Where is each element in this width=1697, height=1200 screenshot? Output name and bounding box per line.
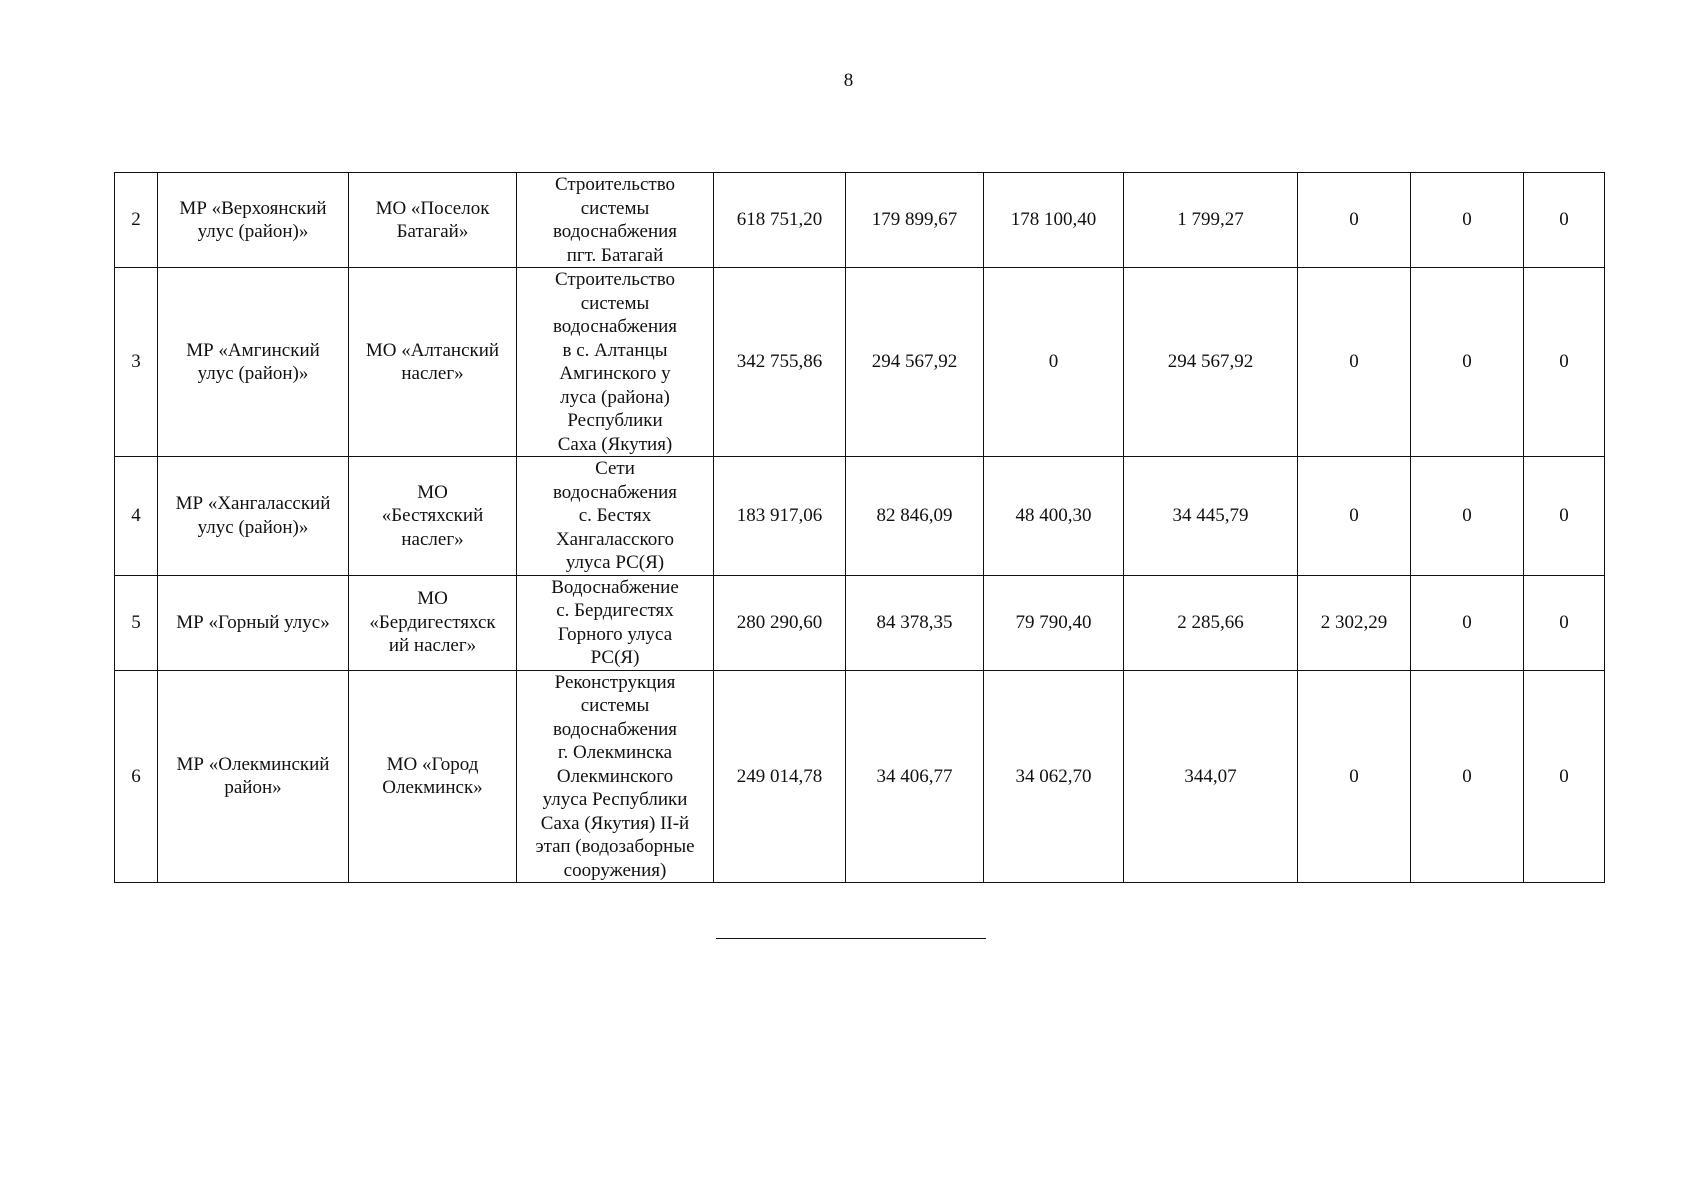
- district-cell: МР «Хангаласский улус (район)»: [158, 457, 349, 576]
- value-cell: 0: [1298, 457, 1411, 576]
- row-number: 2: [115, 173, 158, 268]
- value-cell: 0: [1298, 670, 1411, 883]
- value-cell: 34 406,77: [846, 670, 984, 883]
- value-cell: 280 290,60: [714, 575, 846, 670]
- value-cell: 294 567,92: [846, 268, 984, 457]
- table-row: [115, 173, 1605, 268]
- value-cell: 0: [1411, 173, 1524, 268]
- value-cell: 0: [1524, 457, 1605, 576]
- project-cell: Строительство системы водоснабжения пгт. Батагай: [517, 173, 714, 268]
- value-cell: 2 302,29: [1298, 575, 1411, 670]
- value-cell: 178 100,40: [984, 173, 1124, 268]
- municipality-cell: МО «Бердигестяхск ий наслег»: [349, 575, 517, 670]
- district-cell: МР «Горный улус»: [158, 575, 349, 670]
- table-row: [115, 670, 1605, 883]
- municipality-cell: МО «Поселок Батагай»: [349, 173, 517, 268]
- value-cell: 34 445,79: [1124, 457, 1298, 576]
- value-cell: 0: [1411, 457, 1524, 576]
- value-cell: 342 755,86: [714, 268, 846, 457]
- value-cell: 0: [1411, 268, 1524, 457]
- municipality-cell: МО «Алтанский наслег»: [349, 268, 517, 457]
- value-cell: 0: [1411, 575, 1524, 670]
- value-cell: 48 400,30: [984, 457, 1124, 576]
- value-cell: 34 062,70: [984, 670, 1124, 883]
- district-cell: МР «Амгинский улус (район)»: [158, 268, 349, 457]
- value-cell: 249 014,78: [714, 670, 846, 883]
- value-cell: 0: [1524, 268, 1605, 457]
- value-cell: 0: [1298, 173, 1411, 268]
- value-cell: 0: [1411, 670, 1524, 883]
- value-cell: 79 790,40: [984, 575, 1124, 670]
- value-cell: 618 751,20: [714, 173, 846, 268]
- value-cell: 84 378,35: [846, 575, 984, 670]
- value-cell: 344,07: [1124, 670, 1298, 883]
- table-row: [115, 457, 1605, 576]
- value-cell: 294 567,92: [1124, 268, 1298, 457]
- row-number: 5: [115, 575, 158, 670]
- financing-table: [114, 172, 1605, 883]
- value-cell: 82 846,09: [846, 457, 984, 576]
- project-cell: Сети водоснабжения с. Бестях Хангаласского улуса РС(Я): [517, 457, 714, 576]
- row-number: 4: [115, 457, 158, 576]
- value-cell: 179 899,67: [846, 173, 984, 268]
- table-row: [115, 268, 1605, 457]
- value-cell: 0: [1524, 173, 1605, 268]
- row-number: 3: [115, 268, 158, 457]
- district-cell: МР «Олекминский район»: [158, 670, 349, 883]
- municipality-cell: МО «Бестяхский наслег»: [349, 457, 517, 576]
- value-cell: 183 917,06: [714, 457, 846, 576]
- value-cell: 0: [1524, 670, 1605, 883]
- value-cell: 1 799,27: [1124, 173, 1298, 268]
- municipality-cell: МО «Город Олекминск»: [349, 670, 517, 883]
- project-cell: Водоснабжение с. Бердигестях Горного улуса РС(Я): [517, 575, 714, 670]
- value-cell: 0: [984, 268, 1124, 457]
- row-number: 6: [115, 670, 158, 883]
- value-cell: 0: [1298, 268, 1411, 457]
- footer-divider: [716, 938, 986, 939]
- project-cell: Реконструкция системы водоснабжения г. Олекминска Олекминского улуса Республики Саха (Якутия) II-й этап (водозаборные сооружения): [517, 670, 714, 883]
- page-number: 8: [843, 70, 854, 91]
- project-cell: Строительство системы водоснабжения в с. Алтанцы Амгинского у луса (района) Республики Саха (Якутия): [517, 268, 714, 457]
- value-cell: 2 285,66: [1124, 575, 1298, 670]
- table-row: [115, 575, 1605, 670]
- district-cell: МР «Верхоянский улус (район)»: [158, 173, 349, 268]
- value-cell: 0: [1524, 575, 1605, 670]
